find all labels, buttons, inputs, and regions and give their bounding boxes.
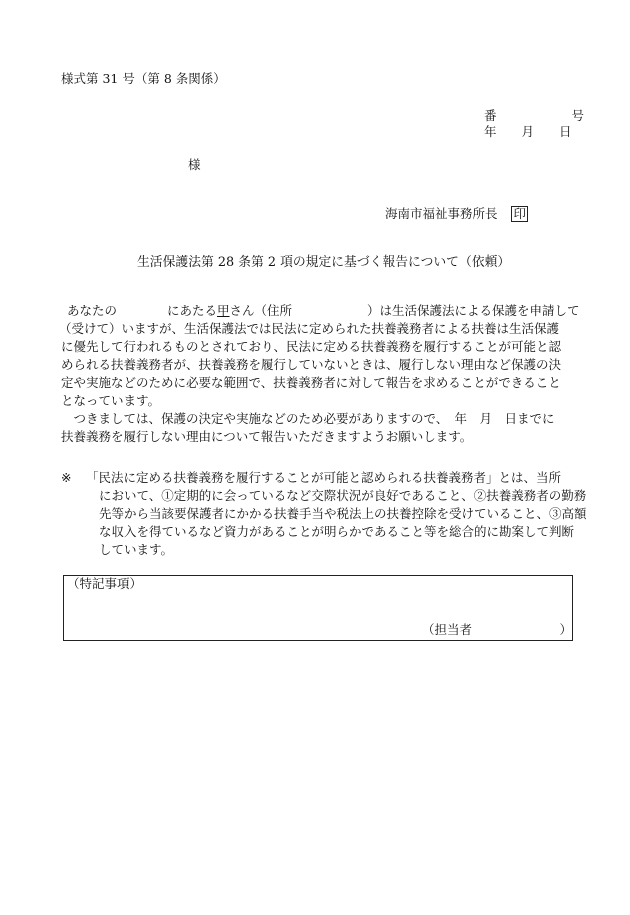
seal-mark: 印 — [513, 206, 526, 221]
body-line: （受けて）いますが、生活保護法では民法に定められた扶養義務者による扶養は生活保護 — [59, 321, 560, 336]
body-line: となっています。 — [61, 393, 161, 408]
sender-line — [377, 190, 528, 222]
document-number-line: 番 号 — [484, 108, 585, 123]
body-line: 定や実施などのために必要な範囲で、扶養義務者に対して報告を求めることができること — [61, 375, 561, 390]
body-line: められる扶養義務者が、扶養義務を履行していないときは、履行しない理由など保護の決 — [61, 357, 562, 372]
recipient-suffix: 様 — [188, 157, 201, 172]
special-notes-label: （特記事項） — [67, 576, 143, 591]
note-line: しています。 — [99, 542, 174, 557]
document-title: 生活保護法第 28 条第 2 項の規定に基づく報告について（依頼） — [137, 255, 511, 270]
note-line: 「民法に定める扶養義務を履行することが可能と認められる扶養義務者」とは、当所 — [86, 470, 562, 485]
sender-name: 海南市福祉事務所長 — [384, 206, 498, 221]
date-line: 年 月 日 — [484, 124, 572, 139]
body-line: に優先して行われるものとされており、民法に定める扶養義務を履行することが可能と認 — [61, 339, 562, 354]
note-line: 先等から当該要保護者にかかる扶養手当や税法上の扶養控除を受けていること、③高額 — [99, 506, 587, 521]
form-number: 様式第 31 号（第 8 条関係） — [61, 71, 226, 86]
body-line: あなたの にあたる甲さん（住所 ）は生活保護法による保護を申請して — [67, 303, 580, 318]
body-line: 扶養義務を履行しない理由について報告いただきますようお願いします。 — [61, 429, 473, 444]
note-line: において、①定期的に会っているなど交際状況が良好であること、②扶養義務者の勤務 — [99, 488, 587, 503]
special-notes-box — [63, 575, 573, 641]
body-line: つきましては、保護の決定や実施などのため必要がありますので、 年 月 日までに — [61, 411, 555, 426]
note-line: な収入を得ているなど資力があることが明らかであること等を総合的に勘案して判断 — [99, 524, 575, 539]
note-mark: ※ — [61, 470, 72, 485]
staff-field: （担当者 ） — [422, 622, 573, 637]
